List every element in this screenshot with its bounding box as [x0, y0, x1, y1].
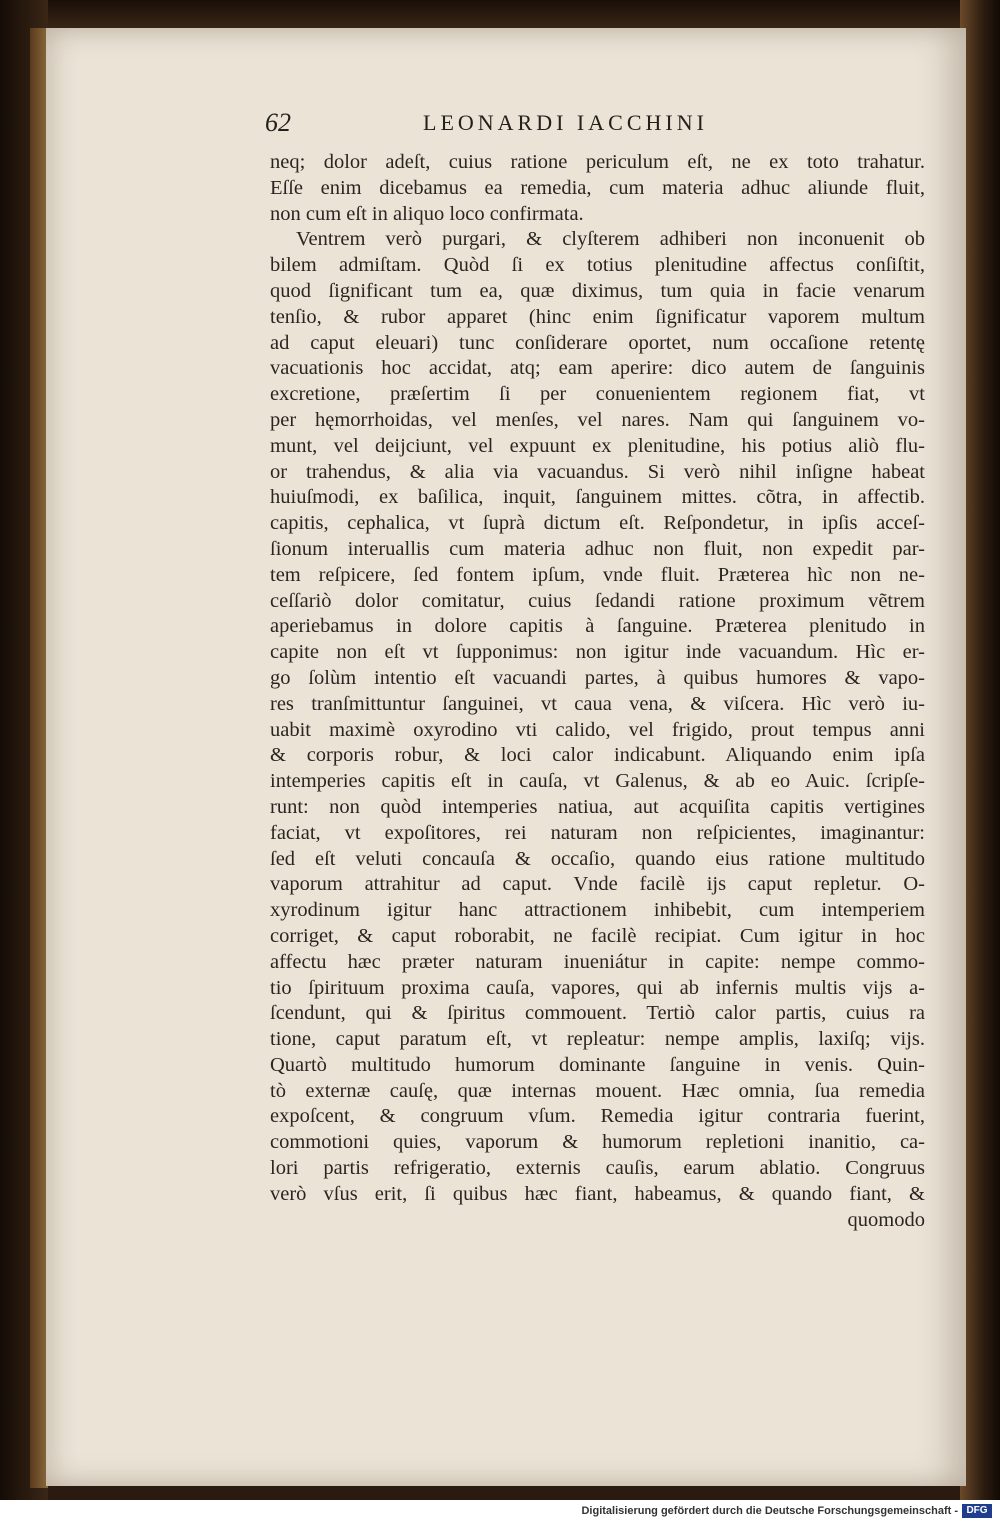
text-line: capitis, cephalica, vt ſuprà dictum eſt. Reſpondetur, in ipſis acceſ-	[270, 512, 925, 535]
text-line: huiuſmodi, ex baſilica, inquit, ſanguinem mittes. cõtra, in affectib.	[270, 486, 925, 509]
text-line: ſed eſt veluti concauſa & occaſio, quando eius ratione multitudo	[270, 847, 925, 870]
text-line: bilem admiſtam. Quòd ſi ex totius plenitudine affectus conſiſtit,	[270, 254, 925, 277]
text-line: aperiebamus in dolore capitis à ſanguine. Præterea plenitudo in	[270, 615, 925, 638]
text-line: ceſſariò dolor comitatur, cuius ſedandi ratione proximum vẽtrem	[270, 589, 925, 612]
text-line: tio ſpirituum proxima cauſa, vapores, qui ab infernis multis vijs a-	[270, 976, 925, 999]
text-line: commotioni quies, vaporum & humorum repletioni inanitio, ca-	[270, 1131, 925, 1154]
text-line: lori partis refrigeratio, externis cauſis, earum ablatio. Congruus	[270, 1157, 925, 1180]
text-line: faciat, vt expoſitores, rei naturam non reſpicientes, imaginantur:	[270, 821, 925, 844]
text-line: quomodo	[847, 1208, 925, 1231]
text-line: tem reſpicere, ſed fontem ipſum, vnde fluit. Præterea hìc non ne-	[270, 563, 925, 586]
text-line: verò vſus erit, ſi quibus hæc fiant, habeamus, & quando fiant, &	[270, 1182, 925, 1205]
text-line: vacuationis hoc accidat, atq; eam aperire: dico autem de ſanguinis	[270, 357, 925, 380]
page-number: 62	[265, 108, 291, 137]
text-line: or trahendus, & alia via vacuandus. Si verò nihil inſigne habeat	[270, 460, 925, 483]
text-line: Ventrem verò purgari, & clyſterem adhiberi non inconuenit ob	[296, 228, 925, 251]
text-line: per hęmorrhoidas, vel menſes, vel nares. Nam qui ſanguinem vo-	[270, 408, 925, 431]
text-line: tenſio, & rubor apparet (hinc enim ſignificatur vaporem multum	[270, 305, 925, 328]
text-line: tione, caput paratum eſt, vt repleatur: nempe amplis, laxiſq; vijs.	[270, 1028, 925, 1051]
scan-edge-right	[960, 0, 1000, 1500]
text-line: capite non eſt vt ſupponimus: non igitur inde vacuandum. Hìc er-	[270, 641, 925, 664]
text-line: go ſolùm intentio eſt vacuandi partes, à quibus humores & vapo-	[270, 666, 925, 689]
text-line: uabit maximè oxyrodino vti calido, vel frigido, prout tempus anni	[270, 718, 925, 741]
funding-notice: Digitalisierung gefördert durch die Deutsche Forschungsgemeinschaft -	[581, 1505, 958, 1517]
text-line: intemperies capitis eſt in cauſa, vt Galenus, & ab eo Auic. ſcripſe-	[270, 770, 925, 793]
digitization-footer	[0, 1500, 1000, 1523]
text-line: ad caput eleuari) tunc conſiderare oportet, num occaſione retentę	[270, 331, 925, 354]
running-title: LEONARDI IACCHINI	[423, 110, 708, 135]
text-line: munt, vel deijciunt, vel expuunt ex plenitudine, his potius aliò flu-	[270, 434, 925, 457]
body-text	[270, 150, 925, 1233]
text-line: Eſſe enim dicebamus ea remedia, cum materia adhuc aliunde fluit,	[270, 176, 925, 199]
text-line: xyrodinum igitur hanc attractionem inhibebit, cum intemperiem	[270, 899, 925, 922]
dfg-logo: DFG	[962, 1504, 992, 1518]
text-line: Quartò multitudo humorum dominante ſanguine in venis. Quin-	[270, 1053, 925, 1076]
text-line: ſionum interuallis cum materia adhuc non fluit, non expedit par-	[270, 537, 925, 560]
text-line: neq; dolor adeſt, cuius ratione periculum eſt, ne ex toto trahatur.	[270, 151, 925, 173]
scan-edge-top	[0, 0, 1000, 30]
text-line: quod ſignificant tum ea, quæ diximus, tum quia in facie venarum	[270, 279, 925, 302]
running-head	[265, 108, 935, 142]
text-line: vaporum attrahitur ad caput. Vnde facilè ijs caput repletur. O-	[270, 873, 925, 896]
text-line: ſcendunt, qui & ſpiritus commouent. Tertiò calor partis, cuius ra	[270, 1002, 925, 1025]
text-line: & corporis robur, & loci calor indicabunt. Aliquando enim ipſa	[270, 744, 925, 767]
text-line: tò externæ cauſę, quæ internas mouent. Hæc omnia, ſua remedia	[270, 1079, 925, 1102]
text-line: corriget, & caput roborabit, ne facilè recipiat. Cum igitur in hoc	[270, 924, 925, 947]
text-line: excretione, præſertim ſi per conuenientem regionem fiat, vt	[270, 383, 925, 406]
text-line: runt: non quòd intemperies natiua, aut acquiſita capitis vertigines	[270, 795, 925, 818]
text-line: non cum eſt in aliquo loco confirmata.	[270, 202, 584, 225]
text-line: res tranſmittuntur ſanguinei, vt caua vena, & viſcera. Hìc verò iu-	[270, 692, 925, 715]
text-line: affectu hæc præter naturam inueniátur in capite: nempe commo-	[270, 950, 925, 973]
text-line: expoſcent, & congruum vſum. Remedia igitur contraria fuerint,	[270, 1105, 925, 1128]
